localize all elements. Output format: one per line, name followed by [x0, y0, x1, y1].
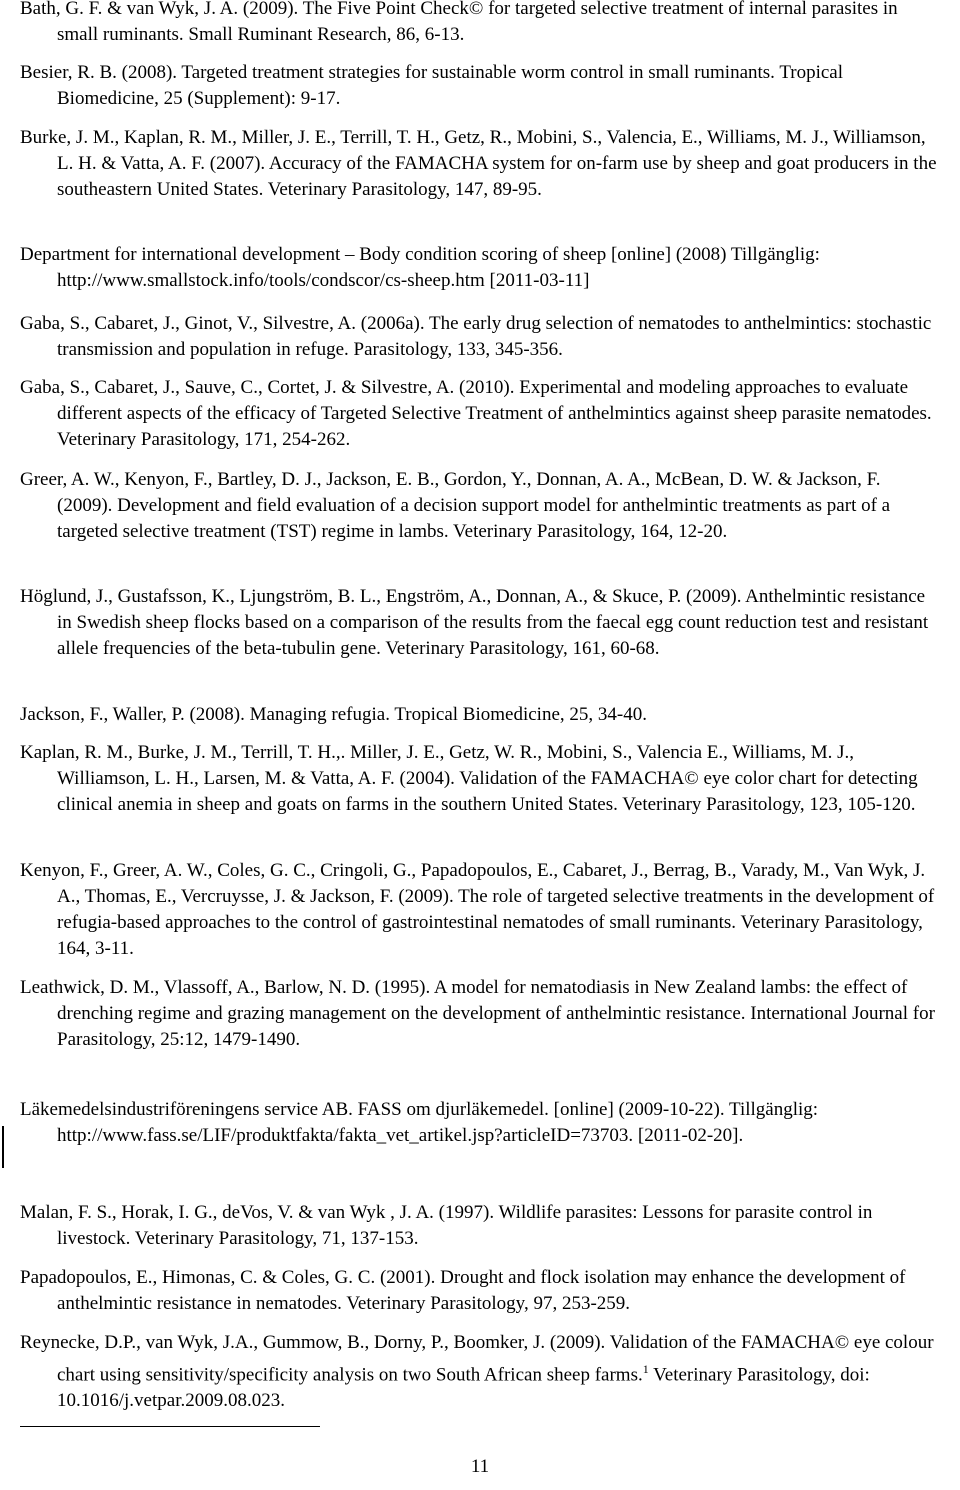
reference-gaba-2006: Gaba, S., Cabaret, J., Ginot, V., Silvestre, A. (2006a). The early drug selection of nematodes to anthelmintics: stochastic transmission and population in refuge. Parasitology, 133, 345-356.: [20, 313, 932, 360]
reference-reynecke-main: Reynecke, D.P., van Wyk, J.A., Gummow, B., Dorny, P., Boomker, J. (2009). Validation of the FAMACHA© eye colour chart using sensitivity/specificity analysis on two South African sheep farms.: [20, 1332, 934, 1386]
revision-change-bar: [2, 1126, 4, 1168]
reference-reynecke: [20, 1330, 940, 1414]
reference-papadopoulos: Papadopoulos, E., Himonas, C. & Coles, G. C. (2001). Drought and flock isolation may enhance the development of anthelmintic resistance in nematodes. Veterinary Parasitology, 97, 253-259.: [20, 1267, 906, 1314]
reference-fass: Läkemedelsindustriföreningens service AB. FASS om djurläkemedel. [online] (2009-10-22). Tillgänglig: http://www.fass.se/LIF/produktfakta/fakta_vet_artikel.jsp?articleID=73703. [2011-02-20].: [20, 1099, 819, 1146]
footnote-separator: [20, 1426, 320, 1427]
footnote-marker: 1: [642, 1362, 649, 1376]
reference-kaplan: Kaplan, R. M., Burke, J. M., Terrill, T. H.,. Miller, J. E., Getz, W. R., Mobini, S., Valencia E., Williams, M. J., Williamson, L. H., Larsen, M. & Vatta, A. F. (2004). Validation of the FAMACHA© eye color chart for detecting clinical anemia in sheep and goats on farms in the southern United States. Veterinary Parasitology, 123, 105-120.: [20, 742, 918, 815]
reference-burke: Burke, J. M., Kaplan, R. M., Miller, J. E., Terrill, T. H., Getz, R., Mobini, S., Valencia, E., Williams, M. J., Williamson, L. H. & Vatta, A. F. (2007). Accuracy of the FAMACHA system for on-farm use by sheep and goat producers in the southeastern United States. Veterinary Parasitology, 147, 89-95.: [20, 127, 937, 200]
reference-reynecke-tail: Veterinary Parasitology, doi: 10.1016/j.vetpar.2009.08.023.: [57, 1364, 870, 1412]
reference-besier: Besier, R. B. (2008). Targeted treatment strategies for sustainable worm control in small ruminants. Tropical Biomedicine, 25 (Supplement): 9-17.: [20, 62, 844, 109]
reference-malan: Malan, F. S., Horak, I. G., deVos, V. & van Wyk , J. A. (1997). Wildlife parasites: Lessons for parasite control in livestock. Veterinary Parasitology, 71, 137-153.: [20, 1202, 873, 1249]
reference-gaba-2010: Gaba, S., Cabaret, J., Sauve, C., Cortet, J. & Silvestre, A. (2010). Experimental and modeling approaches to evaluate different aspects of the efficacy of Targeted Selective Treatment of anthelmintics against sheep parasite nematodes. Veterinary Parasitology, 171, 254-262.: [20, 377, 932, 450]
reference-kenyon: Kenyon, F., Greer, A. W., Coles, G. C., Cringoli, G., Papadopoulos, E., Cabaret, J., Berrag, B., Varady, M., Van Wyk, J. A., Thomas, E., Vercruysse, J. & Jackson, F. (2009). The role of targeted selective treatments in the development of refugia-based approaches to the control of gastrointestinal nematodes of small ruminants. Veterinary Parasitology, 164, 3-11.: [20, 860, 935, 959]
page-number: 11: [470, 1456, 490, 1477]
reference-leathwick: Leathwick, D. M., Vlassoff, A., Barlow, N. D. (1995). A model for nematodiasis in New Zealand lambs: the effect of drenching regime and grazing management on the development of anthelmintic resistance. International Journal for Parasitology, 25:12, 1479-1490.: [20, 977, 935, 1050]
reference-jackson: Jackson, F., Waller, P. (2008). Managing refugia. Tropical Biomedicine, 25, 34-40.: [20, 704, 647, 725]
reference-dfid: Department for international development – Body condition scoring of sheep [online] (2008) Tillgänglig: http://www.smallstock.info/tools/condscor/cs-sheep.htm [2011-03-11]: [20, 244, 820, 291]
reference-greer: Greer, A. W., Kenyon, F., Bartley, D. J., Jackson, E. B., Gordon, Y., Donnan, A. A., McBean, D. W. & Jackson, F. (2009). Development and field evaluation of a decision support model for anthelmintic treatments as part of a targeted selective treatment (TST) regime in lambs. Veterinary Parasitology, 164, 12-20.: [20, 469, 891, 542]
reference-bath: Bath, G. F. & van Wyk, J. A. (2009). The Five Point Check© for targeted selective treatment of internal parasites in small ruminants. Small Ruminant Research, 86, 6-13.: [20, 0, 898, 45]
reference-hoglund: Höglund, J., Gustafsson, K., Ljungström, B. L., Engström, A., Donnan, A., & Skuce, P. (2009). Anthelmintic resistance in Swedish sheep flocks based on a comparison of the results from the faecal egg count reduction test and resistant allele frequencies of the beta-tubulin gene. Veterinary Parasitology, 161, 60-68.: [20, 586, 929, 659]
